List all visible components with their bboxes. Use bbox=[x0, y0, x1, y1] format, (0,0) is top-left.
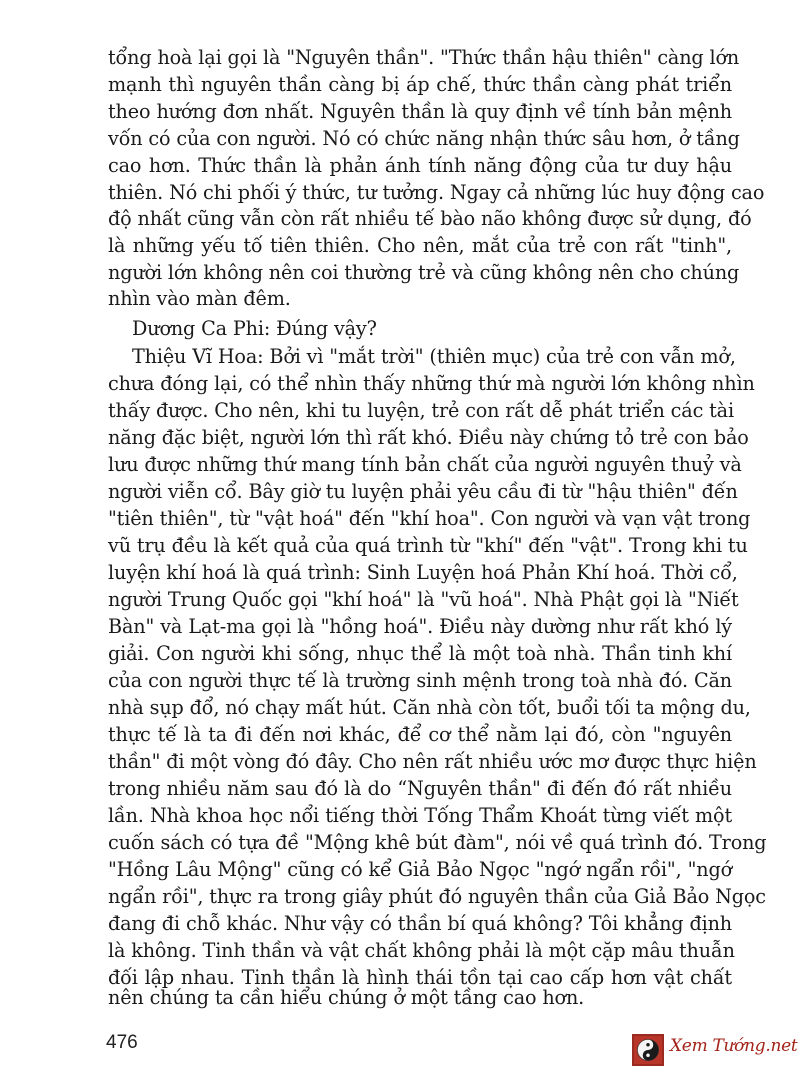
text-line: thực tế là ta đi đến nơi khác, để cơ thể nằm lại đó, còn "nguyên bbox=[108, 723, 732, 746]
text-line: thiên. Nó chi phối ý thức, tư tưởng. Ngay cả những lúc huy động cao bbox=[108, 181, 765, 204]
text-line: của con người thực tế là trường sinh mệnh trong toà nhà đó. Căn bbox=[108, 669, 732, 692]
text-line: vốn có của con người. Nó có chức năng nhận thức sâu hơn, ở tầng bbox=[108, 127, 740, 150]
text-line: độ nhất cũng vẫn còn rất nhiều tế bào não không được sử dụng, đó bbox=[108, 207, 752, 230]
text-line: đang đi chỗ khác. Như vậy có thần bí quá không? Tôi khẳng định bbox=[108, 912, 732, 935]
text-line: tổng hoà lại gọi là "Nguyên thần". "Thức thần hậu thiên" càng lớn bbox=[108, 46, 740, 69]
text-line: thần" đi một vòng đó đây. Cho nên rất nhiều ước mơ được thực hiện bbox=[108, 750, 757, 773]
watermark-logo bbox=[632, 1032, 797, 1074]
text-line: người Trung Quốc gọi "khí hoá" là "vũ hoá". Nhà Phật gọi là "Niết bbox=[108, 588, 739, 611]
text-line: đối lập nhau. Tinh thần là hình thái tồn tại cao cấp hơn vật chất bbox=[108, 966, 732, 989]
text-line: lưu được những thứ mang tính bản chất của người nguyên thuỷ và bbox=[108, 453, 742, 476]
text-line: nên chúng ta cần hiểu chúng ở một tầng cao hơn. bbox=[108, 986, 585, 1009]
text-line: mạnh thì nguyên thần càng bị áp chế, thức thần càng phát triển bbox=[108, 73, 732, 96]
text-line: vũ trụ đều là kết quả của quá trình từ "khí" đến "vật". Trong khi tu bbox=[108, 534, 748, 557]
text-line: "Hồng Lâu Mộng" cũng có kể Giả Bảo Ngọc "ngớ ngẩn rồi", "ngớ bbox=[108, 858, 732, 881]
text-line: nhìn vào màn đêm. bbox=[108, 287, 291, 310]
text-line: người lớn không nên coi thường trẻ và cũng không nên cho chúng bbox=[108, 261, 740, 284]
text-line: cao hơn. Thức thần là phản ánh tính năng động của tư duy hậu bbox=[108, 154, 732, 177]
yin-yang-icon bbox=[632, 1034, 664, 1066]
watermark-text: Xem Tướng.net bbox=[670, 1036, 798, 1056]
speaker-line: Dương Ca Phi: Đúng vậy? bbox=[132, 317, 377, 340]
text-line: theo hướng đơn nhất. Nguyên thần là quy định về tính bản mệnh bbox=[108, 100, 732, 123]
text-line: trong nhiều năm sau đó là do “Nguyên thần" đi đến đó rất nhiều bbox=[108, 777, 732, 800]
text-line: giải. Con người khi sống, nhục thể là một toà nhà. Thần tinh khí bbox=[108, 642, 732, 665]
speaker-line: Thiệu Vĩ Hoa: Bởi vì "mắt trời" (thiên mục) của trẻ con vẫn mở, bbox=[132, 345, 736, 368]
text-line: Bàn" và Lạt-ma gọi là "hồng hoá". Điều này dường như rất khó lý bbox=[108, 615, 732, 638]
text-line: luyện khí hoá là quá trình: Sinh Luyện hoá Phản Khí hoá. Thời cổ, bbox=[108, 561, 738, 584]
text-line: cuốn sách có tựa đề "Mộng khê bút đàm", nói về quá trình đó. Trong bbox=[108, 831, 767, 854]
text-line: lần. Nhà khoa học nổi tiếng thời Tống Thẩm Khoát từng viết một bbox=[108, 804, 732, 827]
text-line: nhà sụp đổ, nó chạy mất hút. Căn nhà còn tốt, buổi tối ta mộng du, bbox=[108, 696, 751, 719]
text-line: là không. Tinh thần và vật chất không phải là một cặp mâu thuẫn bbox=[108, 939, 735, 962]
text-line: là những yếu tố tiên thiên. Cho nên, mắt của trẻ con rất "tinh", bbox=[108, 234, 732, 257]
text-line: thấy được. Cho nên, khi tu luyện, trẻ con rất dễ phát triển các tài bbox=[108, 399, 734, 422]
text-line: ngẩn rồi", thực ra trong giây phút đó nguyên thần của Giả Bảo Ngọc bbox=[108, 885, 766, 908]
text-line: chưa đóng lại, có thể nhìn thấy những thứ mà người lớn không nhìn bbox=[108, 372, 755, 395]
page-number: 476 bbox=[106, 1032, 138, 1053]
text-line: năng đặc biệt, người lớn thì rất khó. Điều này chứng tỏ trẻ con bảo bbox=[108, 426, 749, 449]
text-line: "tiên thiên", từ "vật hoá" đến "khí hoa". Con người và vạn vật trong bbox=[108, 507, 751, 530]
text-line: người viễn cổ. Bây giờ tu luyện phải yêu cầu đi từ "hậu thiên" đến bbox=[108, 480, 738, 503]
